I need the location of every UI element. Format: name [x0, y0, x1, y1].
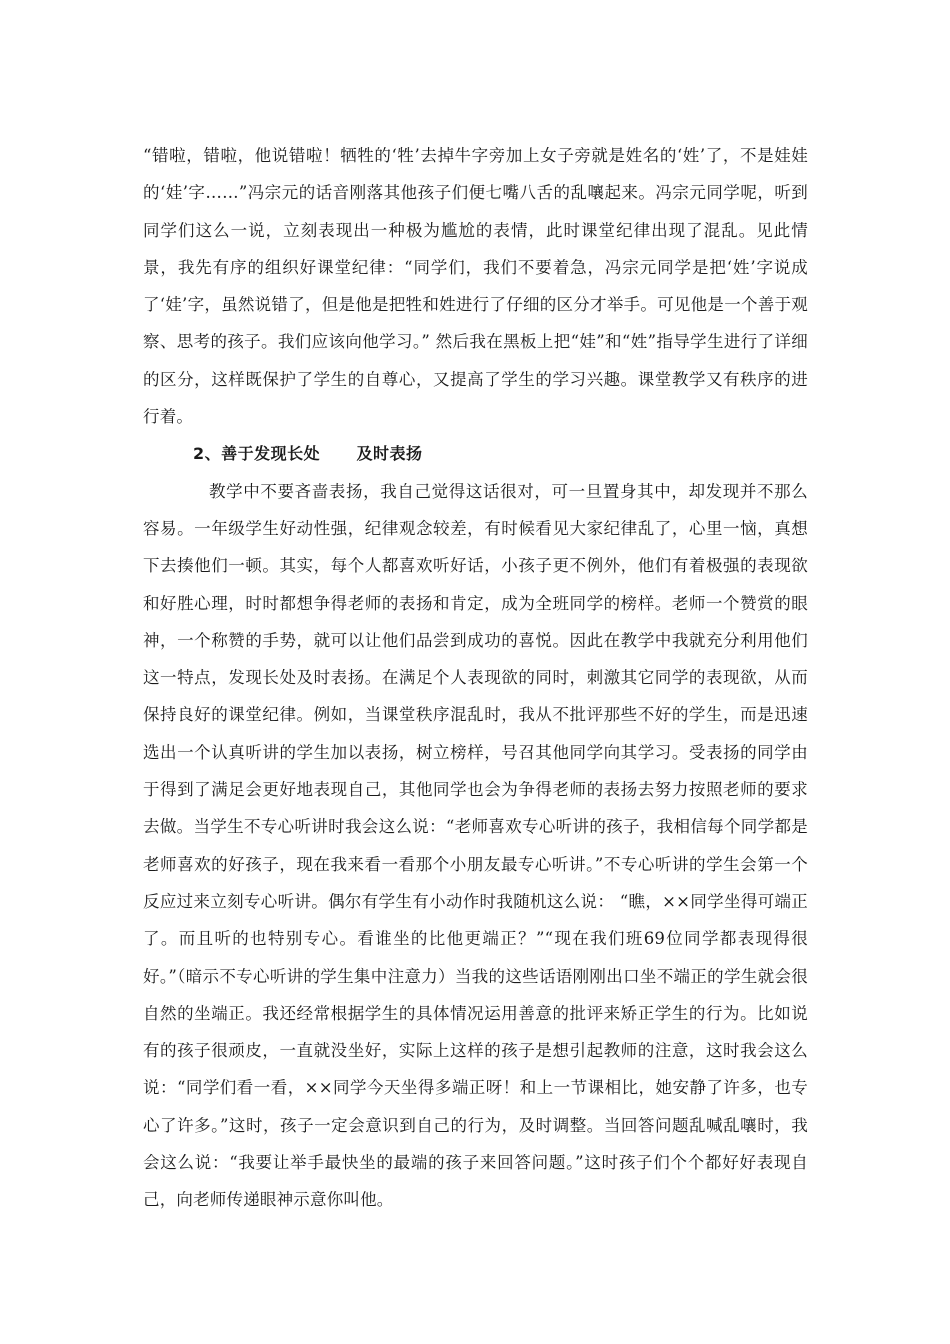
- paragraph-story: “错啦，错啦，他说错啦！牺牲的‘牲’去掉牛字旁加上女子旁就是姓名的‘姓’了，不是娃娃的‘娃’字……”冯宗元的话音刚落其他孩子们便七嘴八舌的乱嚷起来。冯宗元同学呢，听到同学们这么一说，立刻表现出一种极为尴尬的表情，此时课堂纪律出现了混乱。见此情景，我先有序的组织好课堂纪律：“同学们，我们不要着急，冯宗元同学是把‘姓’字说成了‘娃’字，虽然说错了，但是他是把牲和姓进行了仔细的区分才举手。可见他是一个善于观察、思考的孩子。我们应该向他学习。” 然后我在黑板上把“娃”和“姓”指导学生进行了详细的区分，这样既保护了学生的自尊心，又提高了学生的学习兴趣。课堂教学又有秩序的进行着。: [143, 146, 808, 427]
- document-body: [143, 137, 808, 1219]
- section-heading-praise: 2、善于发现长处 及时表扬: [193, 444, 423, 464]
- paragraph-praise: 教学中不要吝啬表扬，我自己觉得这话很对，可一旦置身其中，却发现并不那么容易。一年级学生好动性强，纪律观念较差，有时候看见大家纪律乱了，心里一恼，真想下去揍他们一顿。其实，每个人都喜欢听好话，小孩子更不例外，他们有着极强的表现欲和好胜心理，时时都想争得老师的表扬和肯定，成为全班同学的榜样。老师一个赞赏的眼神，一个称赞的手势，就可以让他们品尝到成功的喜悦。因此在教学中我就充分利用他们这一特点，发现长处及时表扬。在满足个人表现欲的同时，刺激其它同学的表现欲，从而保持良好的课堂纪律。例如，当课堂秩序混乱时，我从不批评那些不好的学生，而是迅速选出一个认真听讲的学生加以表扬，树立榜样，号召其他同学向其学习。受表扬的同学由于得到了满足会更好地表现自己，其他同学也会为争得老师的表扬去努力按照老师的要求去做。当学生不专心听讲时我会这么说：“老师喜欢专心听讲的孩子，我相信每个同学都是老师喜欢的好孩子，现在我来看一看那个小朋友最专心听讲。”不专心听讲的学生会第一个反应过来立刻专心听讲。偶尔有学生有小动作时我随机这么说： “瞧，××同学坐得可端正了。而且听的也特别专心。看谁坐的比他更端正？”“现在我们班69位同学都表现得很好。”（暗示不专心听讲的学生集中注意力）当我的这些话语刚刚出口坐不端正的学生就会很自然的坐端正。我还经常根据学生的具体情况运用善意的批评来矫正学生的行为。比如说有的孩子很顽皮，一直就没坐好，实际上这样的孩子是想引起教师的注意，这时我会这么说：“同学们看一看，××同学今天坐得多端正呀！和上一节课相比，她安静了许多，也专心了许多。”这时，孩子一定会意识到自己的行为，及时调整。当回答问题乱喊乱嚷时，我会这么说：“我要让举手最快坐的最端的孩子来回答问题。”这时孩子们个个都好好表现自己，向老师传递眼神示意你叫他。: [143, 481, 808, 1210]
